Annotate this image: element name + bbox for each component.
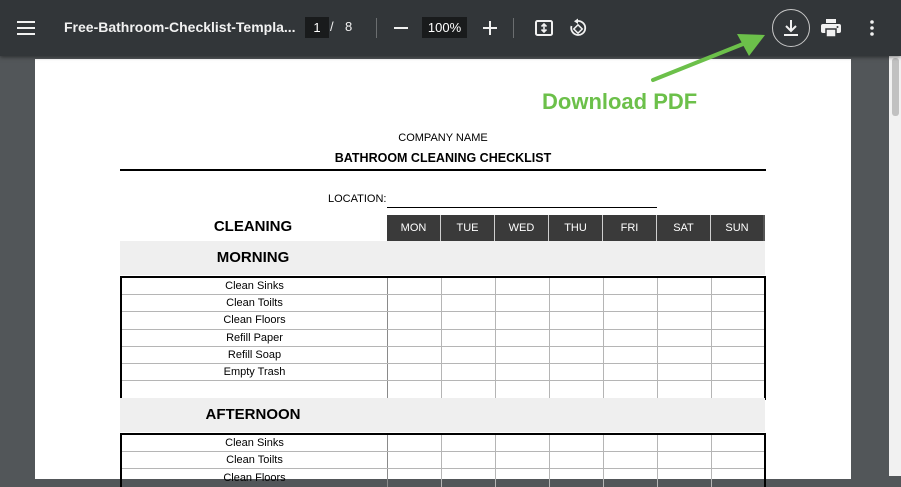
title-divider <box>120 169 766 171</box>
check-cell-tue <box>442 381 496 398</box>
check-cell-wed <box>496 295 550 311</box>
toolbar-divider <box>513 18 514 38</box>
check-cell-mon <box>388 381 442 398</box>
check-cell-wed <box>496 452 550 468</box>
check-cell-thu <box>550 469 604 486</box>
current-page-input[interactable]: 1 <box>305 17 329 38</box>
check-cell-sun <box>712 435 764 451</box>
check-cell-sun <box>712 330 764 346</box>
day-header-tue: TUE <box>441 215 495 241</box>
day-header-fri: FRI <box>603 215 657 241</box>
table-row <box>122 435 764 452</box>
day-header-sat: SAT <box>657 215 711 241</box>
check-cell-wed <box>496 364 550 380</box>
check-cell-sat <box>658 312 712 328</box>
check-cell-mon <box>388 364 442 380</box>
annotation-arrow-icon <box>645 30 775 90</box>
total-pages: 8 <box>345 19 353 34</box>
task-label: Refill Paper <box>122 330 388 346</box>
check-cell-sat <box>658 347 712 363</box>
table-row <box>122 330 764 347</box>
table-row <box>122 364 764 381</box>
task-label: Clean Toilts <box>122 452 388 468</box>
task-label: Clean Toilts <box>122 295 388 311</box>
check-cell-tue <box>442 312 496 328</box>
check-cell-sat <box>658 469 712 486</box>
cleaning-heading: CLEANING <box>213 218 293 235</box>
check-cell-sun <box>712 381 764 398</box>
check-cell-wed <box>496 347 550 363</box>
section-header-morning <box>120 241 765 275</box>
table-row <box>122 278 764 295</box>
check-cell-sun <box>712 278 764 294</box>
check-cell-fri <box>604 469 658 486</box>
pdf-page <box>35 59 851 484</box>
zoom-level-input[interactable]: 100% <box>422 17 467 38</box>
day-header-sun: SUN <box>711 215 765 241</box>
section-title: MORNING <box>216 249 290 266</box>
day-header-thu: THU <box>549 215 603 241</box>
table-row <box>122 452 764 469</box>
check-cell-tue <box>442 347 496 363</box>
task-label: Clean Sinks <box>122 435 388 451</box>
table-row <box>122 381 764 398</box>
task-label: Empty Trash <box>122 364 388 380</box>
check-cell-fri <box>604 312 658 328</box>
check-cell-fri <box>604 278 658 294</box>
download-icon[interactable] <box>772 9 810 47</box>
checklist-title: BATHROOM CLEANING CHECKLIST <box>334 151 552 165</box>
check-cell-fri <box>604 295 658 311</box>
check-cell-sun <box>712 364 764 380</box>
check-cell-thu <box>550 435 604 451</box>
check-cell-sat <box>658 330 712 346</box>
task-label: Refill Soap <box>122 347 388 363</box>
day-header-mon: MON <box>387 215 441 241</box>
download-pdf-annotation: Download PDF <box>542 89 698 114</box>
table-row <box>122 347 764 364</box>
check-cell-mon <box>388 278 442 294</box>
check-cell-fri <box>604 330 658 346</box>
check-cell-mon <box>388 295 442 311</box>
check-cell-thu <box>550 295 604 311</box>
hamburger-menu-icon[interactable] <box>14 16 38 40</box>
section-header-afternoon <box>120 398 765 432</box>
check-cell-wed <box>496 469 550 486</box>
afternoon-task-grid <box>120 433 766 487</box>
check-cell-wed <box>496 435 550 451</box>
check-cell-thu <box>550 452 604 468</box>
check-cell-fri <box>604 452 658 468</box>
check-cell-sun <box>712 469 764 486</box>
check-cell-tue <box>442 452 496 468</box>
check-cell-mon <box>388 347 442 363</box>
check-cell-mon <box>388 469 442 486</box>
check-cell-wed <box>496 381 550 398</box>
check-cell-thu <box>550 364 604 380</box>
page-separator: / <box>330 19 334 34</box>
location-line <box>387 207 657 208</box>
check-cell-sun <box>712 295 764 311</box>
check-cell-sat <box>658 278 712 294</box>
toolbar-divider <box>376 18 377 38</box>
scrollbar-track[interactable] <box>889 56 901 476</box>
check-cell-mon <box>388 435 442 451</box>
check-cell-fri <box>604 364 658 380</box>
check-cell-sat <box>658 295 712 311</box>
check-cell-thu <box>550 381 604 398</box>
morning-task-grid <box>120 276 766 400</box>
check-cell-sat <box>658 435 712 451</box>
check-cell-thu <box>550 347 604 363</box>
check-cell-mon <box>388 312 442 328</box>
fit-to-page-icon[interactable] <box>532 16 556 40</box>
rotate-icon[interactable] <box>566 16 590 40</box>
check-cell-sat <box>658 381 712 398</box>
section-title: AFTERNOON <box>205 406 301 423</box>
check-cell-tue <box>442 469 496 486</box>
check-cell-thu <box>550 330 604 346</box>
check-cell-tue <box>442 435 496 451</box>
check-cell-thu <box>550 278 604 294</box>
zoom-in-icon[interactable] <box>480 18 500 38</box>
check-cell-fri <box>604 347 658 363</box>
task-label: Clean Floors <box>122 469 388 486</box>
check-cell-sat <box>658 452 712 468</box>
check-cell-tue <box>442 295 496 311</box>
location-label: LOCATION: <box>328 193 387 205</box>
check-cell-tue <box>442 330 496 346</box>
check-cell-sun <box>712 312 764 328</box>
check-cell-fri <box>604 381 658 398</box>
print-icon[interactable] <box>819 16 843 40</box>
scrollbar-thumb[interactable] <box>892 58 899 116</box>
check-cell-sat <box>658 364 712 380</box>
check-cell-fri <box>604 435 658 451</box>
task-label: Clean Sinks <box>122 278 388 294</box>
task-label <box>122 381 388 398</box>
check-cell-wed <box>496 278 550 294</box>
check-cell-mon <box>388 452 442 468</box>
check-cell-sun <box>712 452 764 468</box>
file-title: Free-Bathroom-Checklist-Templa... <box>64 19 296 35</box>
check-cell-sun <box>712 347 764 363</box>
day-header-row <box>387 215 766 241</box>
check-cell-tue <box>442 278 496 294</box>
check-cell-wed <box>496 330 550 346</box>
check-cell-mon <box>388 330 442 346</box>
check-cell-tue <box>442 364 496 380</box>
task-label: Clean Floors <box>122 312 388 328</box>
check-cell-wed <box>496 312 550 328</box>
table-row <box>122 295 764 312</box>
table-row <box>122 312 764 329</box>
more-vert-icon[interactable] <box>860 16 884 40</box>
table-row <box>122 469 764 486</box>
company-name: COMPANY NAME <box>398 132 488 144</box>
check-cell-thu <box>550 312 604 328</box>
zoom-out-icon[interactable] <box>391 18 411 38</box>
day-header-wed: WED <box>495 215 549 241</box>
